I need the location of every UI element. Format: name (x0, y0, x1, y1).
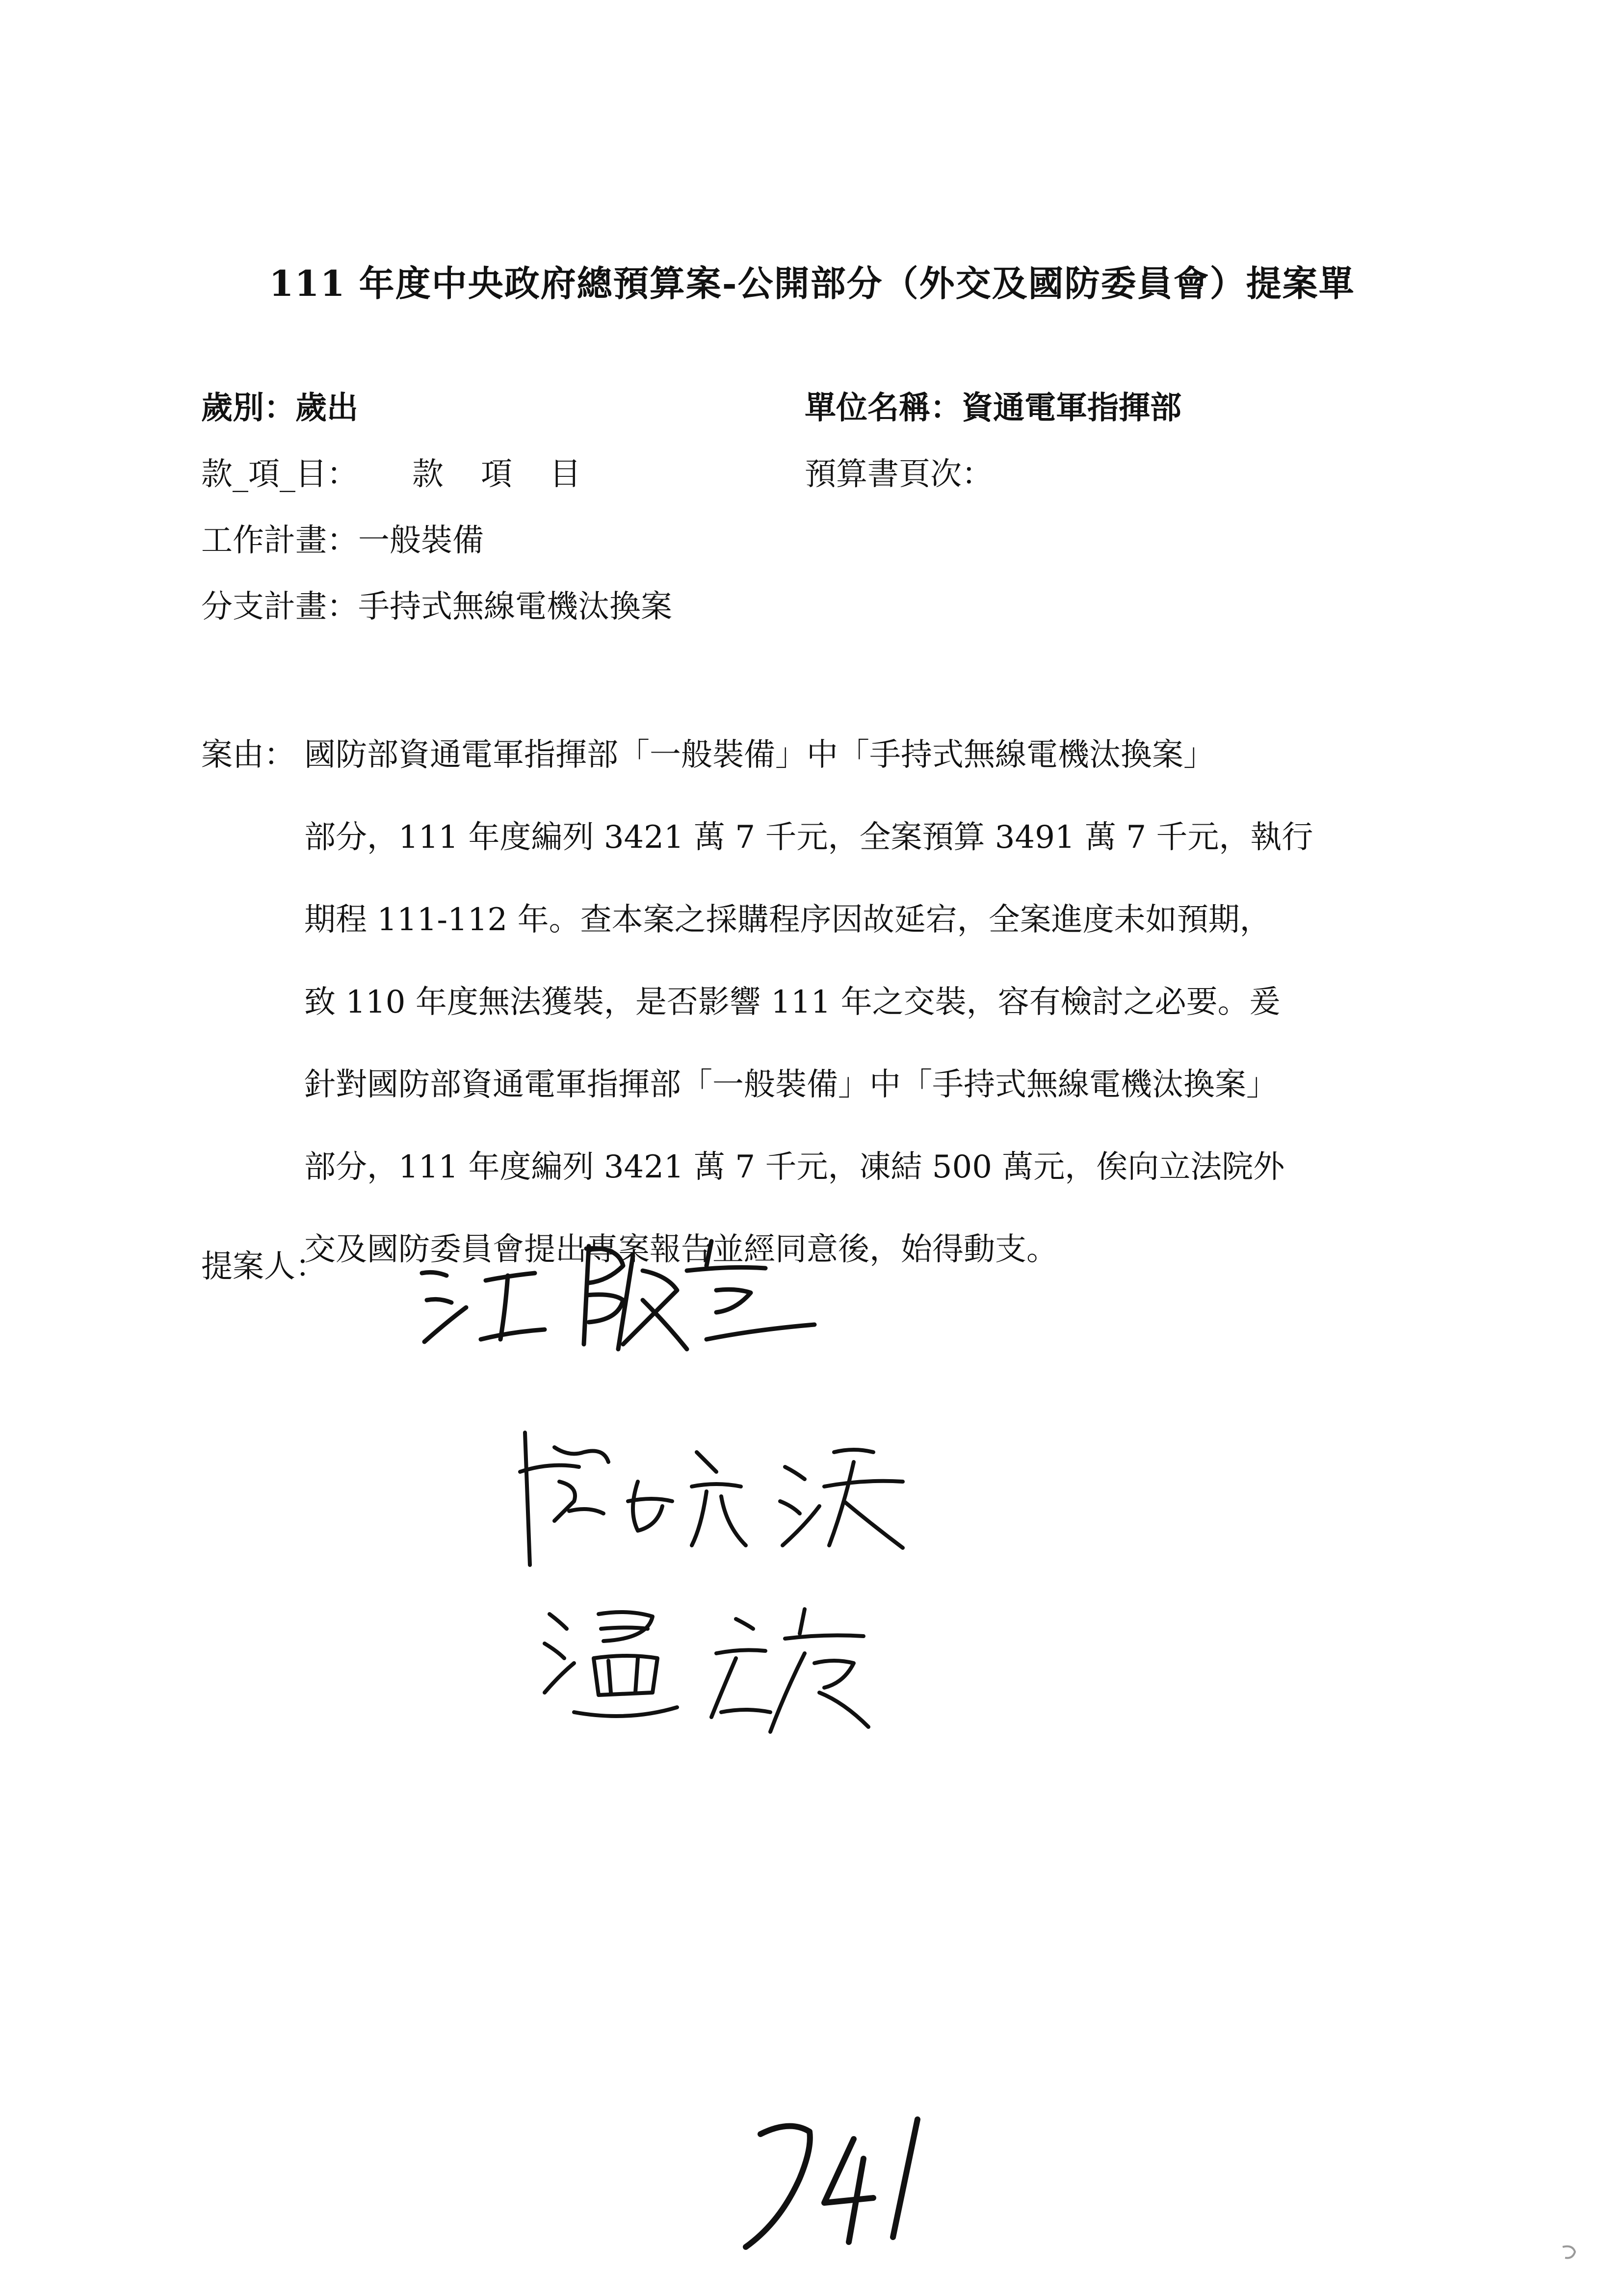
page-number-handwritten (726, 2105, 952, 2262)
kxm-label: 款_項_目： (201, 456, 358, 493)
reason-line-7: 交及國防委員會提出專案報告並經同意後，始得動支。 (304, 1231, 1058, 1268)
reason-label: 案由： (201, 737, 295, 773)
unit-value: 資通電軍指揮部 (962, 390, 1181, 426)
work-plan-value: 一般裝備 (358, 522, 484, 559)
work-plan-row (201, 522, 484, 559)
kxm-value-xiang: 項 (481, 456, 512, 493)
reason-line-6: 部分，111 年度編列 3421 萬 7 千元，凍結 500 萬元，俟向立法院外 (304, 1149, 1285, 1185)
kxm-value-mu: 目 (550, 456, 581, 493)
document-title: 111 年度中央政府總預算案-公開部分（外交及國防委員會）提案單 (269, 262, 1355, 304)
unit-label: 單位名稱： (805, 390, 962, 426)
kxm-value-kuan: 款 (412, 456, 444, 493)
signature-1 (412, 1226, 854, 1374)
year-type-label: 歲別： (201, 390, 295, 426)
reason-line-3: 期程 111-112 年。查本案之採購程序因故延宕，全案進度未如預期， (304, 902, 1271, 938)
signature-2 (510, 1418, 932, 1580)
reason-body (304, 714, 1462, 1291)
sub-plan-value: 手持式無線電機汰換案 (358, 589, 672, 625)
year-type-value: 歲出 (295, 390, 358, 426)
work-plan-label: 工作計畫： (201, 522, 358, 559)
reason-line-1: 國防部資通電軍指揮部「一般裝備」中「手持式無線電機汰換案」 (304, 737, 1215, 773)
kxm-row (201, 456, 618, 493)
scan-speck (1555, 2237, 1585, 2267)
unit-row (805, 392, 1181, 424)
reason-line-2: 部分，111 年度編列 3421 萬 7 千元，全案預算 3491 萬 7 千元，執行 (304, 819, 1313, 856)
reason-line-5: 針對國防部資通電軍指揮部「一般裝備」中「手持式無線電機汰換案」 (304, 1067, 1278, 1103)
signature-3 (530, 1594, 883, 1742)
year-type-row (201, 392, 358, 424)
budget-page-row (805, 456, 993, 493)
budget-page-label: 預算書頁次： (805, 456, 993, 493)
proposer-label: 提案人： (201, 1249, 327, 1285)
sub-plan-row (201, 591, 672, 623)
sub-plan-label: 分支計畫： (201, 589, 358, 625)
kxm-values (412, 456, 618, 493)
reason-line-4: 致 110 年度無法獲裝，是否影響 111 年之交裝，容有檢討之必要。爰 (304, 984, 1281, 1020)
